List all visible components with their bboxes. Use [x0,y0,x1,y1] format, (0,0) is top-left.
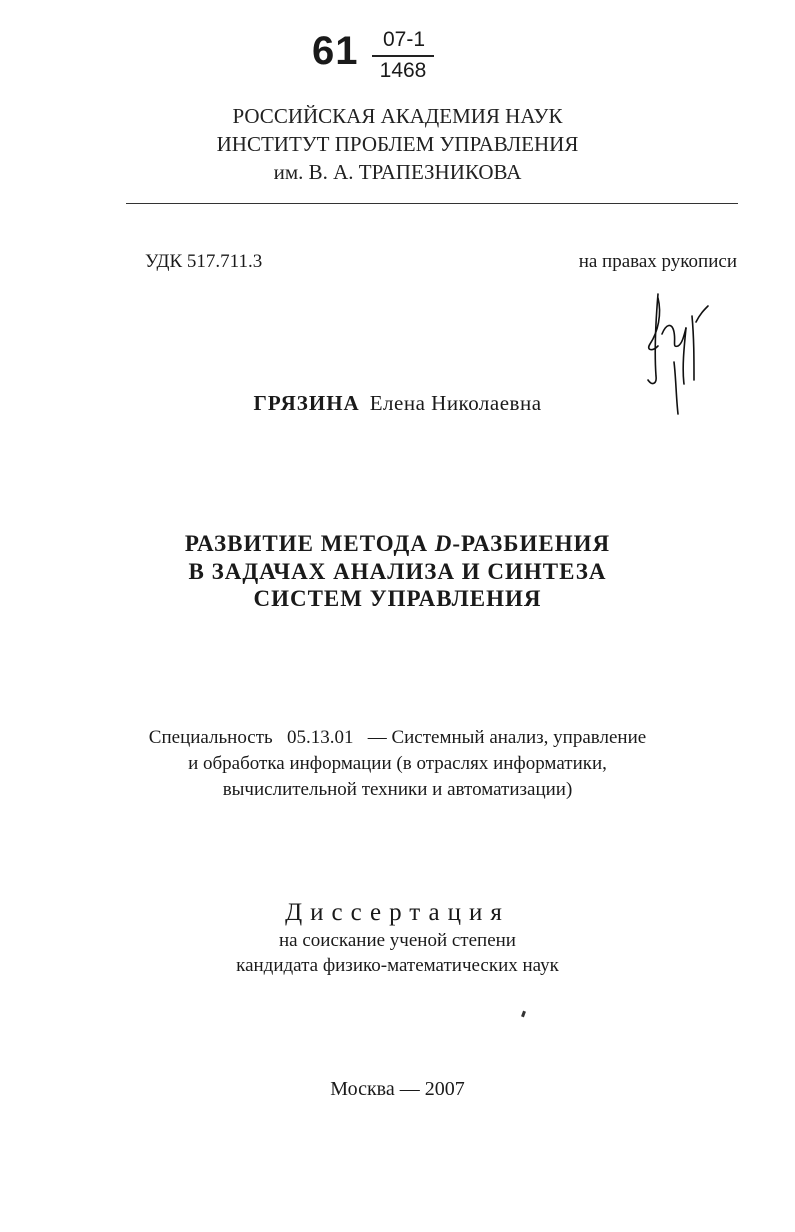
title-line-3: СИСТЕМ УПРАВЛЕНИЯ [253,586,542,611]
archive-fraction-bar [372,55,434,57]
institution-line-2: ИНСТИТУТ ПРОБЛЕМ УПРАВЛЕНИЯ [216,132,579,156]
author-surname: ГРЯЗИНА [253,391,360,415]
specialty-line-3: вычислительной техники и автоматизации) [222,779,573,800]
header-divider [126,203,738,204]
archive-denominator: 1468 [379,59,427,82]
author-given-names: Елена Николаевна [369,391,542,415]
title-line-2: В ЗАДАЧАХ АНАЛИЗА И СИНТЕЗА [188,559,607,584]
dissertation-heading: Диссертация [285,899,510,926]
title-variable: D [434,531,453,556]
archive-number: 61 [312,29,359,73]
ink-speck [521,1011,526,1018]
specialty-line-1: Специальность 05.13.01 — Системный анализ, управление [148,727,647,748]
udk-code: УДК 517.711.3 [145,251,263,272]
institution-line-1: РОССИЙСКАЯ АКАДЕМИЯ НАУК [232,104,563,128]
rights-notice: на правах рукописи [578,251,737,272]
institution-line-3: им. В. А. ТРАПЕЗНИКОВА [273,160,522,184]
title-line-1-start: РАЗВИТИЕ МЕТОДА [184,531,435,556]
archive-numerator: 07-1 [382,28,426,51]
title-line-1 [0,530,795,558]
title-line-1-end: -РАЗБИЕНИЯ [452,531,611,556]
degree-line-2: кандидата физико-математических наук [236,955,559,976]
degree-line-1: на соискание ученой степени [279,930,516,951]
city-year: Москва — 2007 [330,1078,465,1100]
author-name [0,390,795,416]
specialty-line-2: и обработка информации (в отраслях информатики, [188,753,607,774]
